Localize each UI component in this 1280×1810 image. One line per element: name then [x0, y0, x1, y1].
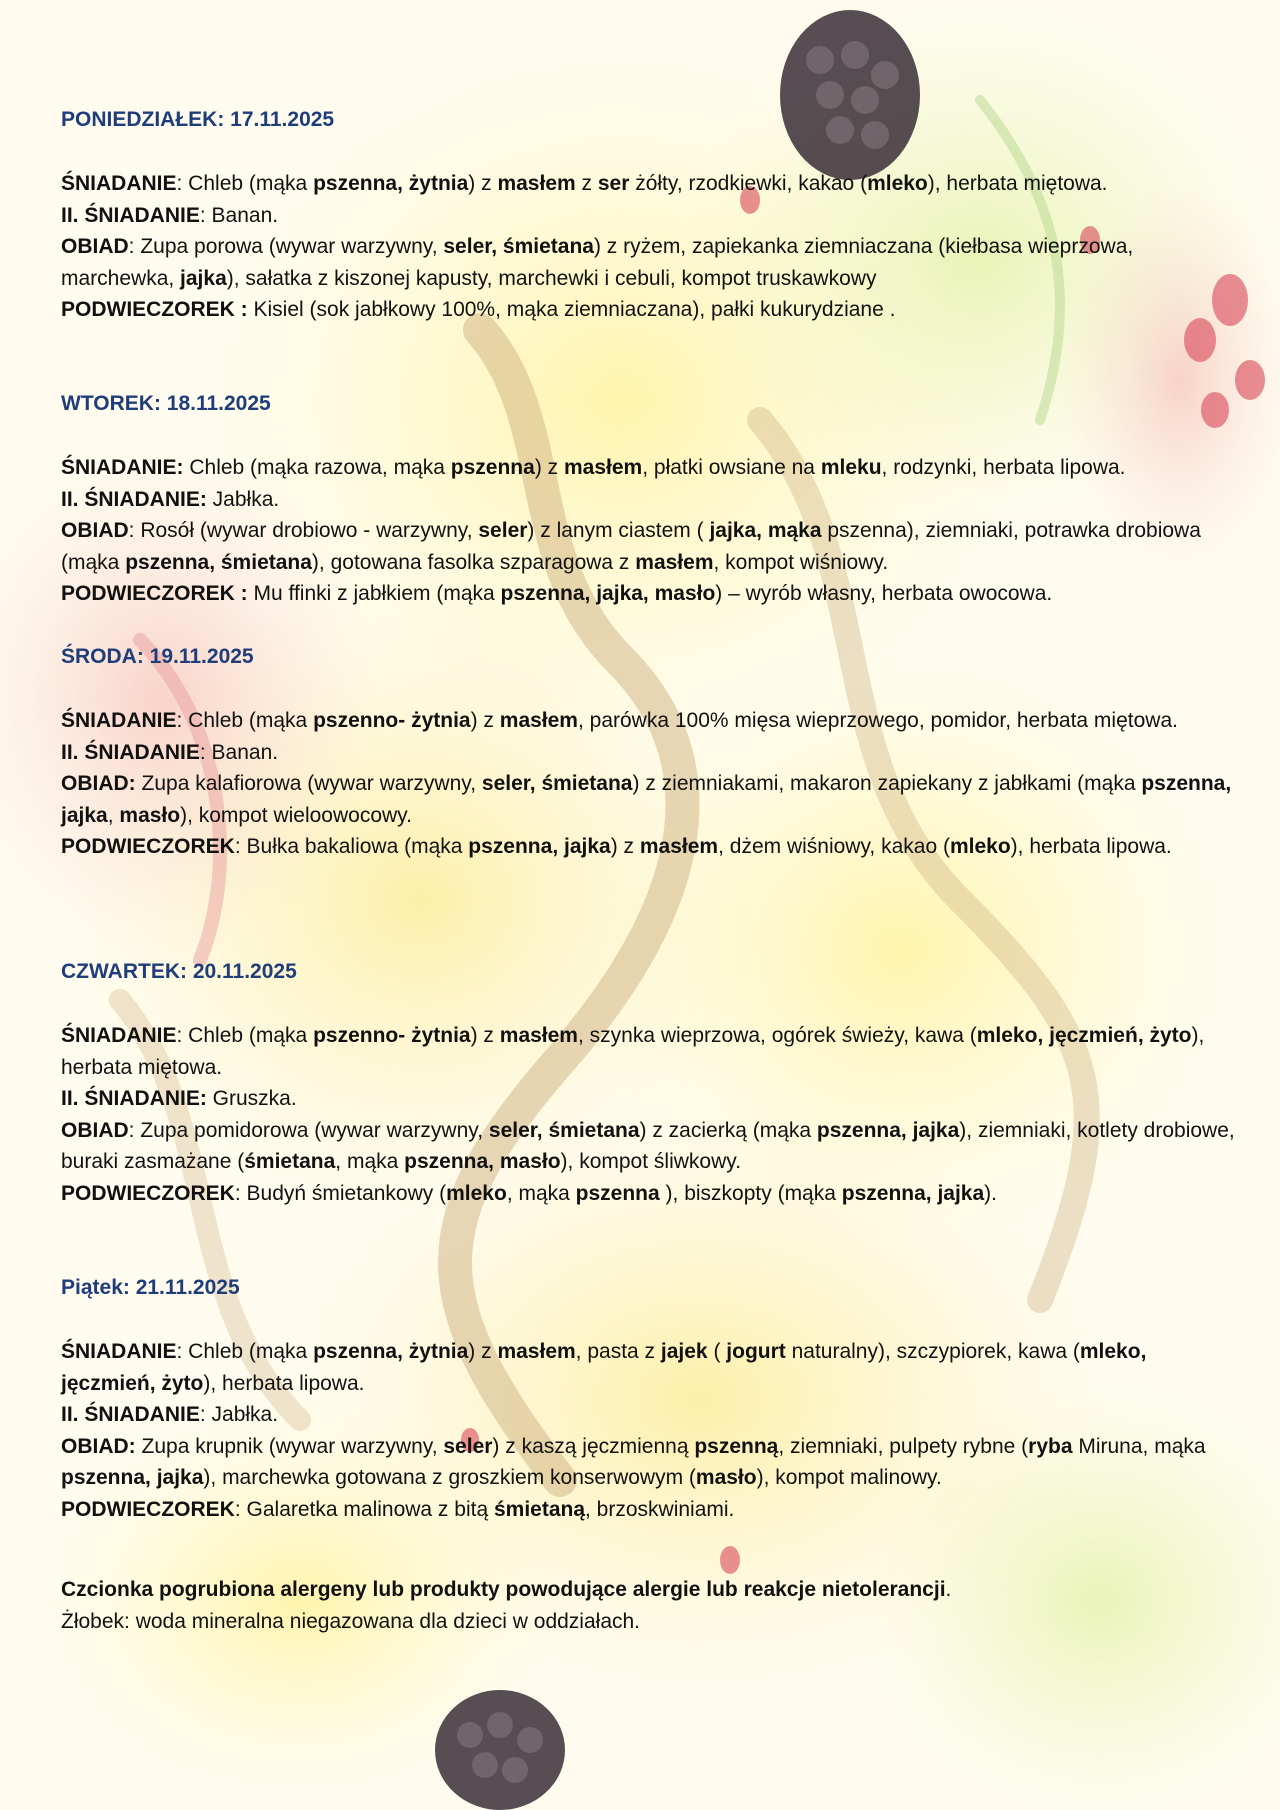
- meal-text: Jabłka.: [206, 487, 280, 511]
- allergen-text: II. ŚNIADANIE: [61, 740, 200, 764]
- meal-text: : Budyń śmietankowy (: [234, 1181, 447, 1205]
- allergen-text: masłem: [499, 1024, 578, 1047]
- meal-breakfast: [61, 705, 1241, 737]
- meal-snack: [61, 1494, 1241, 1526]
- allergen-text: PODWIECZOREK :: [61, 298, 248, 321]
- allergen-text: II. ŚNIADANIE:: [61, 487, 207, 511]
- meal-text: : Bułka bakaliowa (mąka: [234, 835, 469, 858]
- meal-text: ), kompot wieloowocowy.: [180, 803, 412, 827]
- allergen-text: masło: [695, 1466, 757, 1489]
- meal-text: : Chleb (mąka: [176, 709, 314, 732]
- allergen-text: ŚNIADANIE: [61, 709, 177, 732]
- meal-text: : Galaretka malinowa z bitą: [234, 1497, 494, 1521]
- meal-breakfast: [61, 452, 1241, 484]
- allergen-text: seler, śmietana: [443, 235, 594, 258]
- meal-lunch: [61, 231, 1241, 294]
- meal-text: (: [707, 1340, 727, 1363]
- allergen-note: [61, 1574, 1241, 1606]
- allergen-text: ser: [597, 172, 630, 195]
- meal-text: : Rosół (wywar drobiowo - warzywny,: [128, 519, 479, 542]
- meal-snack: [61, 1178, 1241, 1210]
- day-wednesday: [61, 641, 1241, 863]
- meal-text: ), herbata miętowa.: [61, 1024, 1205, 1079]
- meal-text: ) z: [610, 835, 640, 858]
- meal-text: , kompot wiśniowy.: [713, 550, 889, 574]
- allergen-text: OBIAD:: [61, 1434, 136, 1458]
- allergen-text: seler, śmietana: [481, 772, 633, 795]
- meal-text: ,: [107, 803, 120, 827]
- nursery-water-note: Żłobek: woda mineralna niegazowana dla dzieci w oddziałach.: [61, 1609, 641, 1633]
- allergen-text: pszenna, żytnia: [313, 172, 469, 195]
- meal-text: , rodzynki, herbata lipowa.: [881, 456, 1126, 479]
- meal-text: pszenna), ziemniaki, potrawka drobiowa (mąka: [61, 519, 1201, 574]
- allergen-text: mleku: [820, 456, 882, 479]
- meal-text: naturalny), szczypiorek, kawa (: [785, 1340, 1080, 1363]
- meal-breakfast: [61, 168, 1241, 200]
- allergen-text: pszenna: [450, 456, 535, 479]
- meal-text: ) z zacierką (mąka: [639, 1118, 817, 1142]
- meal-text: ), sałatka z kiszonej kapusty, marchewki i cebuli, kompot truskawkowy: [226, 266, 877, 290]
- meal-text: ) z ryżem, zapiekanka ziemniaczana (kiełbasa wieprzowa, marchewka,: [61, 235, 1134, 290]
- meal-snack: [61, 294, 1241, 326]
- allergen-text: pszenna: [575, 1181, 660, 1205]
- meal-snack: [61, 578, 1241, 610]
- meal-second-breakfast: [61, 737, 1241, 769]
- meal-text: Chleb (mąka razowa, mąka: [183, 456, 451, 479]
- meal-text: , mąka: [506, 1181, 576, 1205]
- meal-text: Zupa krupnik (wywar warzywny,: [135, 1434, 444, 1458]
- allergen-text: OBIAD:: [61, 772, 136, 795]
- allergen-text: masłem: [564, 456, 643, 479]
- day-friday: [61, 1272, 1241, 1525]
- meal-text: : Banan.: [199, 740, 279, 764]
- meal-text: : Jabłka.: [199, 1403, 279, 1426]
- allergen-text: masłem: [497, 172, 576, 195]
- day-tuesday: [61, 388, 1241, 610]
- meal-text: , szynka wieprzowa, ogórek świeży, kawa (: [577, 1024, 977, 1047]
- meal-text: , mąka: [335, 1150, 405, 1173]
- allergen-text: ŚNIADANIE: [61, 1024, 177, 1047]
- allergen-text: OBIAD: [61, 519, 129, 542]
- allergen-text: pszenna, jajka: [61, 1466, 204, 1489]
- allergen-text: PODWIECZOREK: [61, 1181, 235, 1205]
- day-thursday: [61, 956, 1241, 1209]
- allergen-text: masłem: [635, 550, 714, 574]
- meal-text: ), marchewka gotowana z groszkiem konserwowym (: [203, 1466, 696, 1489]
- day-title: ŚRODA: 19.11.2025: [61, 645, 254, 668]
- meal-text: ), herbata lipowa.: [203, 1371, 365, 1395]
- allergen-text: pszenna, jajka, masło: [500, 582, 716, 605]
- meal-text: : Zupa pomidorowa (wywar warzywny,: [128, 1118, 489, 1142]
- meal-text: ), kompot malinowy.: [756, 1466, 942, 1489]
- meal-text: żółty, rzodkiewki, kakao (: [629, 172, 868, 195]
- allergen-note-text: Czcionka pogrubiona alergeny lub produkty powodujące alergie lub reakcje nietolerancji: [61, 1578, 946, 1601]
- allergen-text: jajek: [660, 1340, 708, 1363]
- allergen-text: masłem: [497, 1340, 576, 1363]
- allergen-text: II. ŚNIADANIE: [61, 203, 200, 227]
- allergen-text: mleko, jęczmień, żyto: [976, 1024, 1192, 1047]
- allergen-text: masło: [119, 803, 181, 827]
- day-title: WTOREK: 18.11.2025: [61, 392, 271, 415]
- meal-text: ), herbata miętowa.: [927, 172, 1108, 195]
- meal-text: ), gotowana fasolka szparagowa z: [311, 550, 636, 574]
- allergen-text: ŚNIADANIE: [61, 172, 177, 195]
- meal-breakfast: [61, 1336, 1241, 1399]
- allergen-text: masłem: [499, 709, 578, 732]
- meal-text: , dżem wiśniowy, kakao (: [718, 835, 950, 858]
- meal-text: : Zupa porowa (wywar warzywny,: [128, 235, 444, 258]
- meal-second-breakfast: [61, 1399, 1241, 1431]
- allergen-text: śmietaną: [493, 1497, 586, 1521]
- allergen-text: OBIAD: [61, 1118, 129, 1142]
- meal-text: ) z: [470, 1024, 500, 1047]
- footer-notes: [61, 1574, 1241, 1637]
- blackberry-bottom: [435, 1690, 565, 1810]
- meal-second-breakfast: [61, 1083, 1241, 1115]
- allergen-text: jajka: [180, 266, 227, 290]
- meal-text: , parówka 100% mięsa wieprzowego, pomidor, herbata miętowa.: [577, 709, 1178, 732]
- meal-text: : Chleb (mąka: [176, 1340, 314, 1363]
- meal-text: , płatki owsiane na: [642, 456, 821, 479]
- day-title: CZWARTEK: 20.11.2025: [61, 960, 297, 983]
- allergen-text: pszenna, żytnia: [313, 1340, 469, 1363]
- allergen-text: pszenna, jajka: [468, 835, 611, 858]
- meal-text: ) z: [534, 456, 564, 479]
- allergen-text: PODWIECZOREK: [61, 1497, 235, 1521]
- meal-text: ) z: [468, 172, 498, 195]
- allergen-text: jajka, mąka: [709, 519, 822, 542]
- allergen-text: mleko: [446, 1181, 507, 1205]
- meal-lunch: [61, 1431, 1241, 1494]
- meal-text: ) z lanym ciastem (: [527, 519, 710, 542]
- allergen-text: PODWIECZOREK :: [61, 582, 248, 605]
- meal-second-breakfast: [61, 200, 1241, 232]
- day-monday: [61, 104, 1241, 326]
- allergen-text: PODWIECZOREK: [61, 835, 235, 858]
- meal-lunch: [61, 768, 1241, 831]
- meal-text: Gruszka.: [206, 1087, 297, 1110]
- meal-text: ), biszkopty (mąka: [659, 1181, 842, 1205]
- meal-text: , brzoskwiniami.: [585, 1497, 735, 1521]
- meal-text: ) z: [468, 1340, 498, 1363]
- meal-text: Zupa kalafiorowa (wywar warzywny,: [135, 772, 482, 795]
- allergen-text: mleko, jęczmień, żyto: [61, 1340, 1147, 1395]
- allergen-text: pszenna, masło: [404, 1150, 561, 1173]
- meal-lunch: [61, 1115, 1241, 1178]
- allergen-text: seler, śmietana: [488, 1118, 640, 1142]
- allergen-text: OBIAD: [61, 235, 129, 258]
- day-title: PONIEDZIAŁEK: 17.11.2025: [61, 108, 335, 131]
- meal-text: ) – wyrób własny, herbata owocowa.: [715, 582, 1053, 605]
- meal-text: ), herbata lipowa.: [1010, 835, 1172, 858]
- meal-text: ) z: [470, 709, 500, 732]
- allergen-text: pszenno- żytnia: [313, 1024, 471, 1047]
- allergen-text: ryba: [1028, 1434, 1073, 1458]
- meal-text: Kisiel (sok jabłkowy 100%, mąka ziemniaczana), pałki kukurydziane .: [247, 298, 896, 321]
- allergen-text: pszenną: [694, 1434, 779, 1458]
- meal-text: : Chleb (mąka: [176, 172, 314, 195]
- allergen-text: mleko: [949, 835, 1011, 858]
- meal-text: ) z ziemniakami, makaron zapiekany z jabłkami (mąka: [632, 772, 1142, 795]
- allergen-text: seler: [443, 1434, 493, 1458]
- allergen-text: pszenna, jajka: [61, 772, 1232, 827]
- allergen-text: masłem: [639, 835, 719, 858]
- meal-text: : Banan.: [199, 203, 279, 227]
- meal-text: ) z kaszą jęczmienną: [492, 1434, 695, 1458]
- meal-snack: [61, 831, 1241, 863]
- meal-text: : Chleb (mąka: [176, 1024, 314, 1047]
- allergen-text: II. ŚNIADANIE:: [61, 1087, 207, 1110]
- meal-text: ).: [984, 1181, 997, 1205]
- allergen-text: śmietana: [244, 1150, 336, 1173]
- meal-text: z: [575, 172, 598, 195]
- allergen-text: ŚNIADANIE:: [61, 456, 184, 479]
- allergen-text: ŚNIADANIE: [61, 1340, 177, 1363]
- allergen-text: jogurt: [726, 1340, 786, 1363]
- meal-text: Miruna, mąka: [1072, 1434, 1206, 1458]
- allergen-text: pszenna, śmietana: [125, 550, 312, 574]
- meal-text: , ziemniaki, pulpety rybne (: [778, 1434, 1029, 1458]
- meal-text: ), ziemniaki, kotlety drobiowe, buraki zasmażane (: [61, 1118, 1235, 1173]
- allergen-text: pszenno- żytnia: [313, 709, 471, 732]
- allergen-text: mleko: [867, 172, 928, 195]
- meal-text: Mu ffinki z jabłkiem (mąka: [247, 582, 501, 605]
- allergen-text: seler: [478, 519, 528, 542]
- meal-lunch: [61, 515, 1241, 578]
- allergen-text: II. ŚNIADANIE: [61, 1403, 200, 1426]
- meal-text: , pasta z: [575, 1340, 661, 1363]
- meal-text: ), kompot śliwkowy.: [560, 1150, 742, 1173]
- meal-second-breakfast: [61, 484, 1241, 516]
- allergen-text: pszenna, jajka: [841, 1181, 985, 1205]
- meal-breakfast: [61, 1020, 1241, 1083]
- day-title: Piątek: 21.11.2025: [61, 1276, 240, 1299]
- allergen-text: pszenna, jajka: [816, 1118, 960, 1142]
- allergen-note-end: .: [945, 1578, 952, 1601]
